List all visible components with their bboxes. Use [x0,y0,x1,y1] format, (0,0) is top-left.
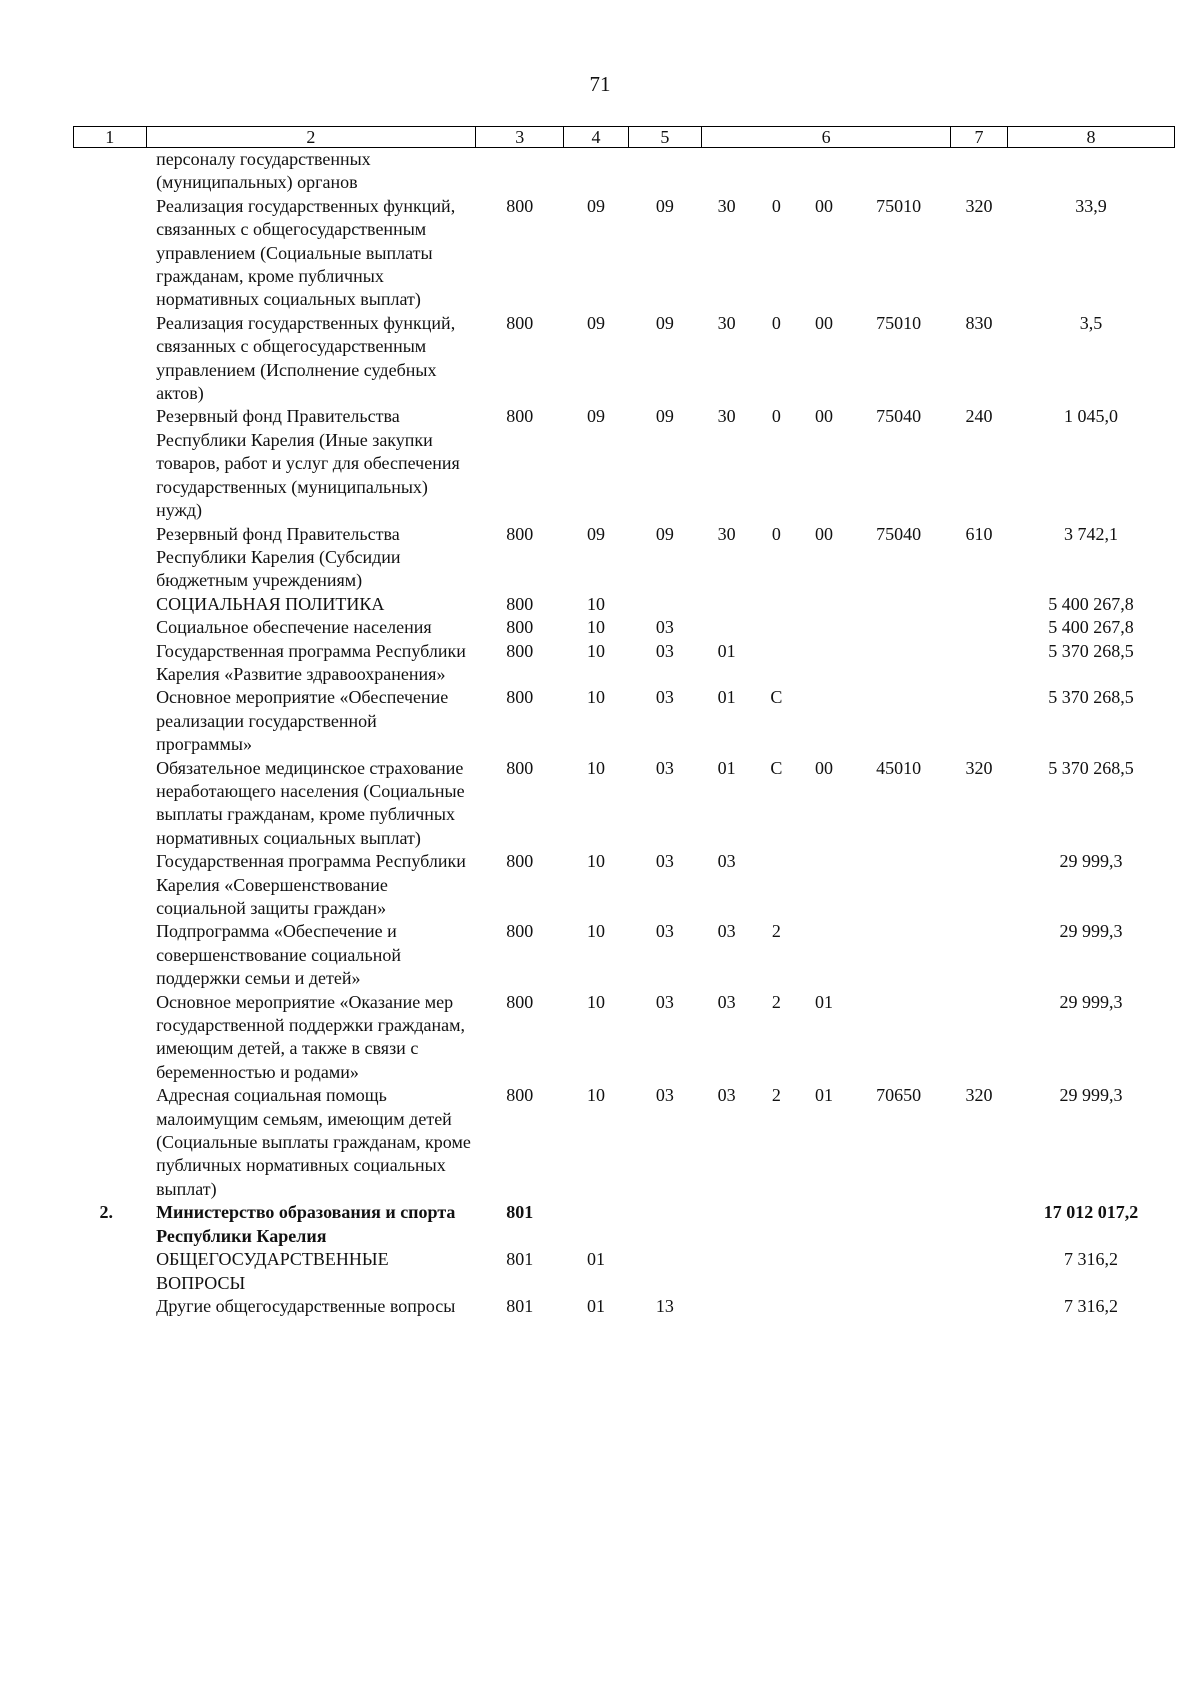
subprogram-code: С [770,687,783,708]
row-number [74,757,147,851]
activity-code [801,1248,847,1295]
expense-type-code [950,640,1007,687]
subsection-code: 03 [655,687,674,708]
item-name: Подпрограмма «Обеспечение и совершенствование социальной поддержки семьи и детей» [156,921,402,989]
program-code: 01 [717,640,736,661]
ministry-code: 800 [506,687,534,708]
row-number [74,523,147,593]
expense-type-code: 320 [965,757,993,778]
subprogram-code [751,148,801,195]
section-code: 10 [586,757,605,778]
activity-code [801,593,847,616]
program-code [702,616,752,639]
amount: 7 316,2 [1064,1295,1118,1316]
section-code: 09 [586,312,605,333]
section-code: 10 [586,617,605,638]
subprogram-code: 0 [771,406,781,427]
expense-type-code [950,991,1007,1085]
ministry-code [476,148,564,195]
activity-code: 01 [815,991,833,1012]
item-name: ОБЩЕГОСУДАРСТВЕННЫЕ ВОПРОСЫ [156,1249,389,1293]
table-row [74,920,1175,990]
row-number: 2. [99,1202,113,1223]
table-row [74,148,1175,195]
item-name: Адресная социальная помощь малоимущим семьям, имеющим детей (Социальные выплаты гражданам, кроме публичных нормативных социальных выплат) [156,1085,471,1199]
expense-type-code: 610 [965,523,993,544]
expense-type-code: 320 [965,1085,993,1106]
header-col-4: 4 [564,127,628,148]
amount: 7 316,2 [1064,1249,1118,1270]
header-col-7: 7 [950,127,1007,148]
section-code: 10 [586,593,605,614]
amount: 29 999,3 [1059,851,1123,872]
ministry-code: 800 [506,195,534,216]
row-number [74,148,147,195]
program-code [702,593,752,616]
program-code [702,1295,752,1318]
table-row [74,1248,1175,1295]
ministry-code: 801 [506,1249,534,1270]
direction-code [847,1248,951,1295]
expense-type-code [950,850,1007,920]
direction-code [847,616,951,639]
section-code: 10 [586,687,605,708]
subsection-code [628,1248,702,1295]
expense-type-code [950,148,1007,195]
section-code: 10 [586,640,605,661]
subsection-code: 09 [655,312,674,333]
direction-code: 75010 [876,195,922,216]
amount: 1 045,0 [1064,406,1118,427]
activity-code: 00 [815,312,833,333]
ministry-code: 800 [506,640,534,661]
amount [1008,148,1175,195]
direction-code: 45010 [876,757,922,778]
activity-code [801,920,847,990]
row-number [74,991,147,1085]
item-name: Министерство образования и спорта Республики Карелия [156,1202,456,1246]
direction-code [847,593,951,616]
program-code: 01 [717,687,736,708]
subprogram-code: 2 [771,1085,781,1106]
expense-type-code [950,1201,1007,1248]
table-row [74,850,1175,920]
item-name: Резервный фонд Правительства Республики Карелия (Субсидии бюджетным учреждениям) [156,523,401,591]
ministry-code: 800 [506,617,534,638]
subsection-code: 09 [655,195,674,216]
ministry-code: 800 [506,851,534,872]
program-code: 03 [717,1085,736,1106]
amount: 5 370 268,5 [1048,640,1134,661]
expense-type-code [950,593,1007,616]
item-name: Государственная программа Республики Карелия «Развитие здравоохранения» [156,640,466,684]
program-code: 30 [717,195,736,216]
section-code: 09 [586,523,605,544]
direction-code [847,148,951,195]
direction-code [847,920,951,990]
amount: 5 400 267,8 [1048,617,1134,638]
table-row [74,757,1175,851]
table-row [74,195,1175,312]
subprogram-code: 0 [771,523,781,544]
header-col-6: 6 [702,127,951,148]
ministry-code: 800 [506,523,534,544]
subsection-code: 03 [655,757,674,778]
subsection-code: 09 [655,523,674,544]
amount: 33,9 [1075,195,1107,216]
direction-code: 75040 [876,523,922,544]
subprogram-code: С [770,757,783,778]
table-row [74,593,1175,616]
item-name: Социальное обеспечение населения [156,617,432,638]
section-code: 09 [586,195,605,216]
subsection-code: 09 [655,406,674,427]
subprogram-code [751,1248,801,1295]
table-row [74,523,1175,593]
activity-code: 01 [815,1085,833,1106]
item-name: Реализация государственных функций, связанных с общегосударственным управлением (Исполнение судебных актов) [156,312,456,404]
activity-code: 00 [815,523,833,544]
section-code [564,1201,628,1248]
row-number [74,593,147,616]
amount: 5 370 268,5 [1048,757,1134,778]
expense-type-code: 320 [965,195,993,216]
table-row [74,312,1175,406]
program-code: 30 [717,406,736,427]
row-number [74,616,147,639]
subprogram-code [751,593,801,616]
ministry-code: 801 [506,1295,534,1316]
header-col-3: 3 [476,127,564,148]
amount: 3 742,1 [1064,523,1118,544]
amount: 5 400 267,8 [1048,593,1134,614]
program-code: 03 [717,921,736,942]
row-number [74,1084,147,1201]
program-code: 01 [717,757,736,778]
row-number [74,686,147,756]
subsection-code: 03 [655,640,674,661]
direction-code [847,640,951,687]
table-row [74,1295,1175,1318]
row-number [74,850,147,920]
row-number [74,195,147,312]
subsection-code: 03 [655,617,674,638]
header-row [74,127,1175,148]
item-name: СОЦИАЛЬНАЯ ПОЛИТИКА [156,593,385,614]
section-code [564,148,628,195]
ministry-code: 800 [506,757,534,778]
direction-code: 70650 [876,1085,922,1106]
program-code [702,1248,752,1295]
item-name: Обязательное медицинское страхование неработающего населения (Социальные выплаты гражданам, кроме публичных нормативных социальных выплат) [156,757,465,848]
header-col-8: 8 [1008,127,1175,148]
activity-code [801,850,847,920]
section-code: 09 [586,406,605,427]
table-row [74,1084,1175,1201]
table-body [74,148,1175,1319]
amount: 29 999,3 [1059,921,1123,942]
direction-code [847,1295,951,1318]
ministry-code: 800 [506,312,534,333]
page-number: 71 [589,72,611,96]
item-name: Резервный фонд Правительства Республики Карелия (Иные закупки товаров, работ и услуг для обеспечения государственных (муниципальных) нужд) [156,406,460,521]
row-number [74,405,147,522]
ministry-code: 801 [506,1202,534,1223]
table-row [74,686,1175,756]
row-number [74,920,147,990]
direction-code [847,850,951,920]
amount: 3,5 [1079,312,1103,333]
subsection-code [628,593,702,616]
direction-code [847,686,951,756]
expense-type-code [950,616,1007,639]
program-code: 03 [717,991,736,1012]
expense-type-code [950,686,1007,756]
activity-code [801,686,847,756]
table-row [74,991,1175,1085]
direction-code [847,991,951,1085]
program-code: 30 [717,523,736,544]
header-col-5: 5 [628,127,702,148]
table-row [74,1201,1175,1248]
subsection-code: 03 [655,1085,674,1106]
subprogram-code: 2 [771,921,781,942]
ministry-code: 800 [506,406,534,427]
item-name: Основное мероприятие «Обеспечение реализации государственной программы» [156,687,449,755]
amount: 5 370 268,5 [1048,687,1134,708]
amount: 29 999,3 [1059,991,1123,1012]
budget-table [73,126,1175,1318]
item-name: Государственная программа Республики Карелия «Совершенствование социальной защиты граждан» [156,851,466,918]
subsection-code [628,1201,702,1248]
subsection-code: 13 [655,1295,674,1316]
section-code: 10 [586,921,605,942]
program-code: 03 [717,851,736,872]
subprogram-code [751,1201,801,1248]
expense-type-code: 240 [965,406,993,427]
section-code: 10 [586,851,605,872]
activity-code [801,616,847,639]
subsection-code: 03 [655,991,674,1012]
subprogram-code [751,1295,801,1318]
subsection-code: 03 [655,921,674,942]
program-code [702,1201,752,1248]
expense-type-code [950,1248,1007,1295]
row-number [74,312,147,406]
header-col-2: 2 [146,127,476,148]
subprogram-code: 0 [771,312,781,333]
program-code: 30 [717,312,736,333]
table-row [74,616,1175,639]
item-name: персоналу государственных (муниципальных) органов [156,149,371,193]
ministry-code: 800 [506,991,534,1012]
expense-type-code [950,1295,1007,1318]
subprogram-code: 2 [771,991,781,1012]
item-name: Реализация государственных функций, связанных с общегосударственным управлением (Социальные выплаты гражданам, кроме публичных нормативных социальных выплат) [156,195,456,310]
activity-code [801,640,847,687]
direction-code [847,1201,951,1248]
program-code [702,148,752,195]
subsection-code [628,148,702,195]
expense-type-code [950,920,1007,990]
subprogram-code [751,850,801,920]
section-code: 01 [586,1295,605,1316]
amount: 29 999,3 [1059,1085,1123,1106]
row-number [74,1248,147,1295]
activity-code: 00 [815,757,833,778]
activity-code: 00 [815,406,833,427]
ministry-code: 800 [506,593,534,614]
subsection-code: 03 [655,851,674,872]
section-code: 10 [586,991,605,1012]
subprogram-code [751,640,801,687]
direction-code: 75010 [876,312,922,333]
row-number [74,640,147,687]
section-code: 10 [586,1085,605,1106]
item-name: Основное мероприятие «Оказание мер государственной поддержки гражданам, имеющим детей, а также в связи с беременностью и родами» [156,991,466,1082]
section-code: 01 [586,1249,605,1270]
activity-code [801,1295,847,1318]
item-name: Другие общегосударственные вопросы [156,1295,456,1316]
activity-code: 00 [815,195,833,216]
subprogram-code: 0 [771,195,781,216]
ministry-code: 800 [506,1085,534,1106]
table-row [74,640,1175,687]
header-col-1: 1 [74,127,147,148]
activity-code [801,1201,847,1248]
table-row [74,405,1175,522]
activity-code [801,148,847,195]
ministry-code: 800 [506,921,534,942]
expense-type-code: 830 [965,312,993,333]
direction-code: 75040 [876,406,922,427]
subprogram-code [751,616,801,639]
amount: 17 012 017,2 [1043,1202,1139,1223]
row-number [74,1295,147,1318]
